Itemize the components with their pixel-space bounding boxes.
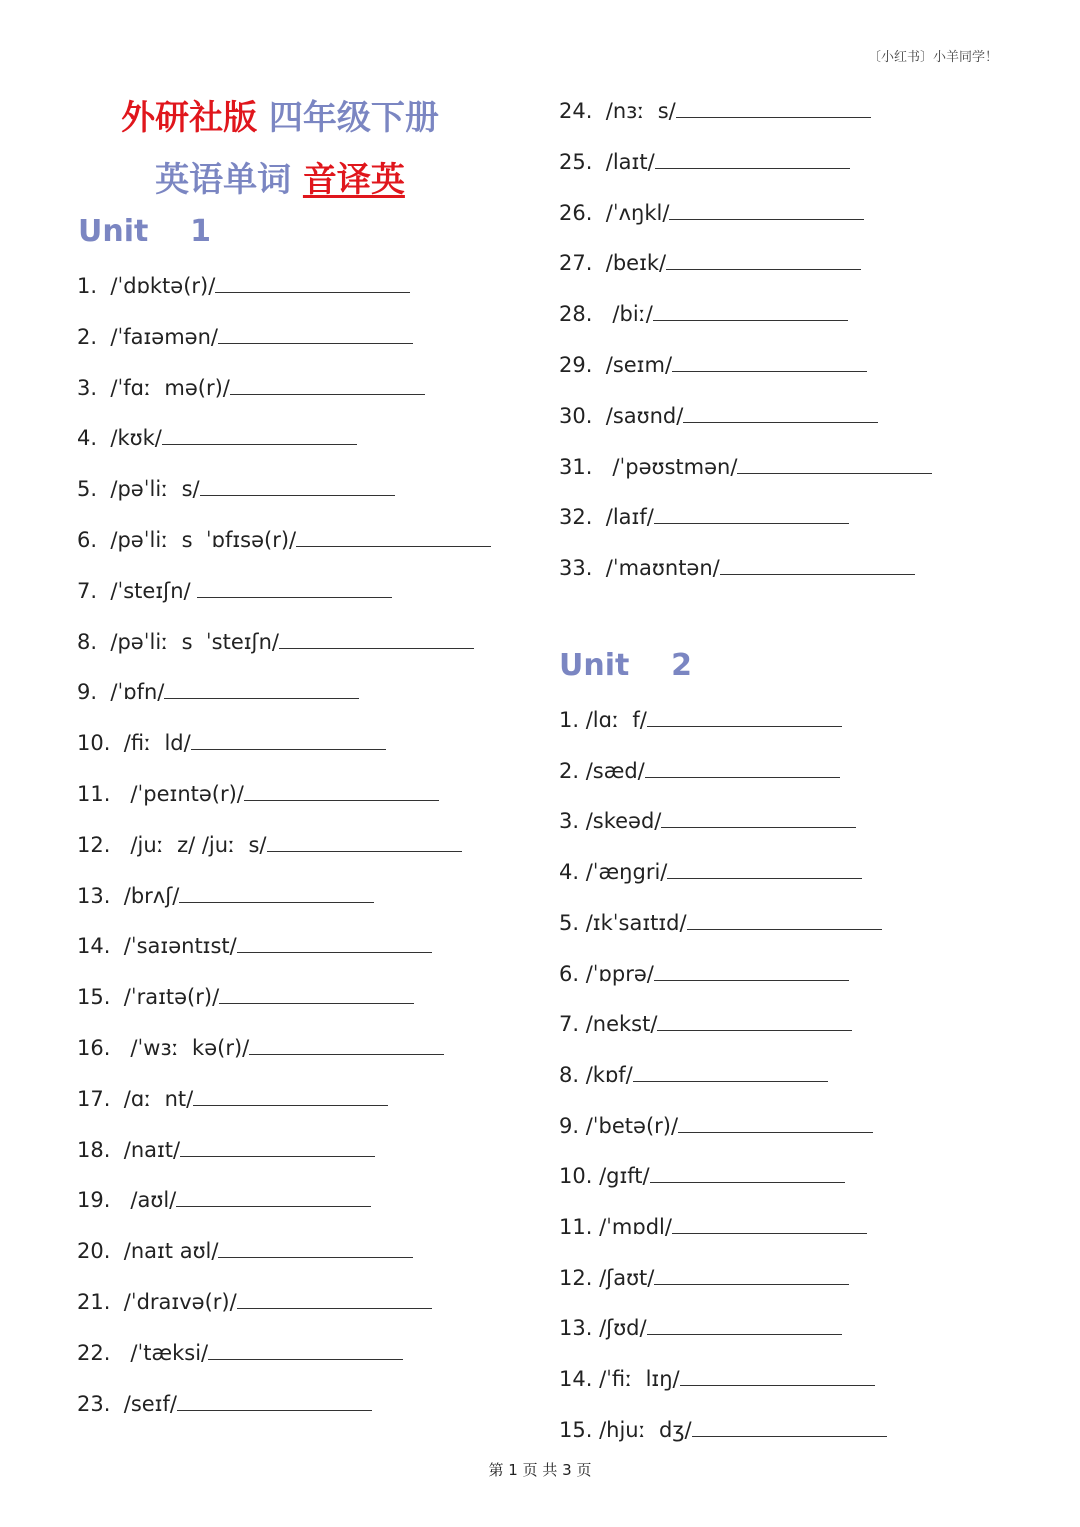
unit-2-heading: Unit 2 xyxy=(559,648,692,683)
vocab-phonetic: 11. /ˈmɒdl/ xyxy=(559,1215,672,1239)
vocab-item xyxy=(77,272,410,300)
answer-blank[interactable] xyxy=(669,199,864,220)
vocab-phonetic: 19. /aʊl/ xyxy=(77,1188,177,1213)
vocab-phonetic: 11. /ˈpeɪntə(r)/ xyxy=(77,782,244,806)
vocab-phonetic: 10. /fiː ld/ xyxy=(77,731,191,756)
vocab-phonetic: 7. /nekst/ xyxy=(559,1012,658,1037)
title-subject: 英语单词 xyxy=(155,160,292,200)
answer-blank[interactable] xyxy=(645,757,840,778)
answer-blank[interactable] xyxy=(633,1061,828,1082)
vocab-phonetic: 27. /beɪk/ xyxy=(559,251,667,276)
answer-blank[interactable] xyxy=(176,1186,371,1207)
answer-blank[interactable] xyxy=(279,628,474,649)
answer-blank[interactable] xyxy=(654,960,849,981)
answer-blank[interactable] xyxy=(162,424,357,445)
vocab-item xyxy=(77,831,462,859)
answer-blank[interactable] xyxy=(230,374,425,395)
vocab-phonetic: 29. /seɪm/ xyxy=(559,353,673,377)
vocab-item xyxy=(559,757,840,785)
vocab-item xyxy=(559,503,849,531)
vocab-phonetic: 4. /ˈæŋgri/ xyxy=(559,860,668,885)
answer-blank[interactable] xyxy=(655,148,850,169)
answer-blank[interactable] xyxy=(219,983,414,1004)
answer-blank[interactable] xyxy=(720,554,915,575)
answer-blank[interactable] xyxy=(179,882,374,903)
vocab-item xyxy=(559,1061,828,1089)
vocab-item xyxy=(559,97,871,125)
vocab-phonetic: 23. /seɪf/ xyxy=(77,1391,177,1416)
answer-blank[interactable] xyxy=(737,453,932,474)
answer-blank[interactable] xyxy=(208,1339,403,1360)
vocab-phonetic: 14. /ˈsaɪəntɪst/ xyxy=(77,934,237,959)
vocab-item xyxy=(77,577,392,605)
unit-1-heading: Unit 1 xyxy=(78,214,211,249)
vocab-item xyxy=(559,351,867,379)
vocab-item xyxy=(559,1264,849,1292)
answer-blank[interactable] xyxy=(200,475,395,496)
vocab-phonetic: 31. /ˈpəʊstmən/ xyxy=(559,454,738,479)
vocab-phonetic: 21. /ˈdraɪvə(r)/ xyxy=(77,1290,237,1314)
answer-blank[interactable] xyxy=(177,1390,372,1411)
vocab-phonetic: 5. /ɪkˈsaɪtɪd/ xyxy=(559,910,687,935)
vocab-item xyxy=(559,1213,867,1241)
vocab-item xyxy=(77,1339,403,1367)
answer-blank[interactable] xyxy=(657,1010,852,1031)
vocab-phonetic: 4. /kʊk/ xyxy=(77,426,162,451)
vocab-phonetic: 28. /biː/ xyxy=(559,302,653,327)
answer-blank[interactable] xyxy=(164,678,359,699)
answer-blank[interactable] xyxy=(180,1136,375,1157)
vocab-item xyxy=(559,858,862,886)
answer-blank[interactable] xyxy=(687,909,882,930)
vocab-item xyxy=(559,1416,887,1444)
vocab-phonetic: 16. /ˈwɜː kə(r)/ xyxy=(77,1036,250,1060)
vocab-item xyxy=(77,983,414,1011)
answer-blank[interactable] xyxy=(672,1213,867,1234)
answer-blank[interactable] xyxy=(296,526,491,547)
answer-blank[interactable] xyxy=(654,1264,849,1285)
vocab-phonetic: 6. /pəˈliː s ˈɒfɪsə(r)/ xyxy=(77,528,297,552)
answer-blank[interactable] xyxy=(197,577,392,598)
vocab-phonetic: 13. /ʃʊd/ xyxy=(559,1316,647,1341)
vocab-item xyxy=(77,424,357,452)
vocab-item xyxy=(559,1112,873,1140)
vocab-item xyxy=(77,780,439,808)
vocab-item xyxy=(77,323,413,351)
title-line-1 xyxy=(60,90,500,139)
answer-blank[interactable] xyxy=(237,1288,432,1309)
title-grade: 四年级下册 xyxy=(268,98,439,138)
vocab-phonetic: 13. /brʌʃ/ xyxy=(77,883,180,908)
answer-blank[interactable] xyxy=(666,249,861,270)
vocab-phonetic: 24. /nɜː s/ xyxy=(559,99,676,123)
vocab-item xyxy=(559,706,842,734)
vocab-phonetic: 7. /ˈsteɪʃn/ xyxy=(77,578,198,603)
answer-blank[interactable] xyxy=(683,402,878,423)
vocab-phonetic: 1. /ˈdɒktə(r)/ xyxy=(77,274,216,298)
answer-blank[interactable] xyxy=(676,97,871,118)
vocab-phonetic: 12. /juː z/ /juː s/ xyxy=(77,832,267,857)
vocab-item xyxy=(559,199,864,227)
answer-blank[interactable] xyxy=(672,351,867,372)
vocab-phonetic: 18. /naɪt/ xyxy=(77,1137,181,1162)
vocab-item xyxy=(77,1136,375,1164)
vocab-phonetic: 8. /pəˈliː s ˈsteɪʃn/ xyxy=(77,629,279,654)
vocab-phonetic: 2. /sæd/ xyxy=(559,758,645,783)
vocab-phonetic: 5. /pəˈliː s/ xyxy=(77,477,200,502)
answer-blank[interactable] xyxy=(692,1416,887,1437)
vocab-item xyxy=(77,1186,371,1214)
vocab-item xyxy=(77,729,386,757)
answer-blank[interactable] xyxy=(650,1162,845,1183)
vocab-item xyxy=(559,453,932,481)
answer-blank[interactable] xyxy=(653,300,848,321)
title-line-2 xyxy=(60,152,500,201)
vocab-item xyxy=(77,475,395,503)
answer-blank[interactable] xyxy=(215,272,410,293)
vocab-item xyxy=(559,148,850,176)
answer-blank[interactable] xyxy=(237,932,432,953)
vocab-item xyxy=(559,909,882,937)
vocab-item xyxy=(77,1085,388,1113)
title-mode: 音译英 xyxy=(302,160,405,200)
vocab-phonetic: 9. /ˈɒfn/ xyxy=(77,680,165,705)
vocab-item xyxy=(77,932,432,960)
answer-blank[interactable] xyxy=(218,1237,413,1258)
answer-blank[interactable] xyxy=(654,503,849,524)
answer-blank[interactable] xyxy=(667,858,862,879)
vocab-item xyxy=(77,882,374,910)
vocab-item xyxy=(77,678,359,706)
vocab-phonetic: 17. /ɑː nt/ xyxy=(77,1086,194,1111)
vocab-phonetic: 25. /laɪt/ xyxy=(559,149,655,174)
vocab-phonetic: 33. /ˈmaʊntən/ xyxy=(559,556,720,581)
vocab-item xyxy=(77,526,491,554)
answer-blank[interactable] xyxy=(661,807,856,828)
vocab-item xyxy=(559,1162,845,1190)
vocab-phonetic: 20. /naɪt aʊl/ xyxy=(77,1239,219,1264)
vocab-phonetic: 14. /ˈfiː lɪŋ/ xyxy=(559,1367,680,1392)
vocab-item xyxy=(77,1034,444,1062)
vocab-item xyxy=(559,300,848,328)
vocab-item xyxy=(77,1390,372,1418)
vocab-item xyxy=(77,374,425,402)
answer-blank[interactable] xyxy=(249,1034,444,1055)
vocab-item xyxy=(559,807,856,835)
answer-blank[interactable] xyxy=(218,323,413,344)
vocab-phonetic: 26. /ˈʌŋkl/ xyxy=(559,200,670,225)
vocab-item xyxy=(77,1288,432,1316)
vocab-phonetic: 9. /ˈbetə(r)/ xyxy=(559,1113,679,1138)
answer-blank[interactable] xyxy=(191,729,386,750)
vocab-phonetic: 2. /ˈfaɪəmən/ xyxy=(77,324,218,349)
vocab-phonetic: 3. /ˈfɑː mə(r)/ xyxy=(77,375,230,400)
vocab-phonetic: 10. /gɪft/ xyxy=(559,1164,650,1189)
vocab-item xyxy=(559,1010,852,1038)
answer-blank[interactable] xyxy=(678,1112,873,1133)
vocab-phonetic: 32. /laɪf/ xyxy=(559,505,654,530)
title-publisher: 外研社版 xyxy=(121,98,258,138)
answer-blank[interactable] xyxy=(647,706,842,727)
vocab-item xyxy=(77,1237,413,1265)
vocab-item xyxy=(559,402,878,430)
vocab-item xyxy=(559,1314,842,1342)
vocab-phonetic: 1. /lɑː f/ xyxy=(559,708,647,732)
answer-blank[interactable] xyxy=(647,1314,842,1335)
vocab-item xyxy=(559,554,915,582)
vocab-item xyxy=(559,1365,875,1393)
answer-blank[interactable] xyxy=(680,1365,875,1386)
answer-blank[interactable] xyxy=(267,831,462,852)
vocab-item xyxy=(559,249,861,277)
vocab-phonetic: 12. /ʃaʊt/ xyxy=(559,1265,655,1290)
vocab-item xyxy=(559,960,849,988)
page-footer: 第 1 页 共 3 页 xyxy=(488,1461,592,1479)
vocab-phonetic: 30. /saʊnd/ xyxy=(559,403,684,428)
answer-blank[interactable] xyxy=(193,1085,388,1106)
vocab-phonetic: 15. /ˈraɪtə(r)/ xyxy=(77,985,220,1010)
vocab-phonetic: 22. /ˈtæksi/ xyxy=(77,1340,209,1365)
vocab-phonetic: 8. /kɒf/ xyxy=(559,1062,633,1087)
vocab-item xyxy=(77,628,474,656)
watermark: 〔小红书〕小羊同学！ xyxy=(867,50,998,65)
answer-blank[interactable] xyxy=(244,780,439,801)
vocab-phonetic: 3. /skeəd/ xyxy=(559,809,662,834)
vocab-phonetic: 15. /hjuː dʒ/ xyxy=(559,1417,692,1442)
vocab-phonetic: 6. /ˈɒprə/ xyxy=(559,961,654,986)
